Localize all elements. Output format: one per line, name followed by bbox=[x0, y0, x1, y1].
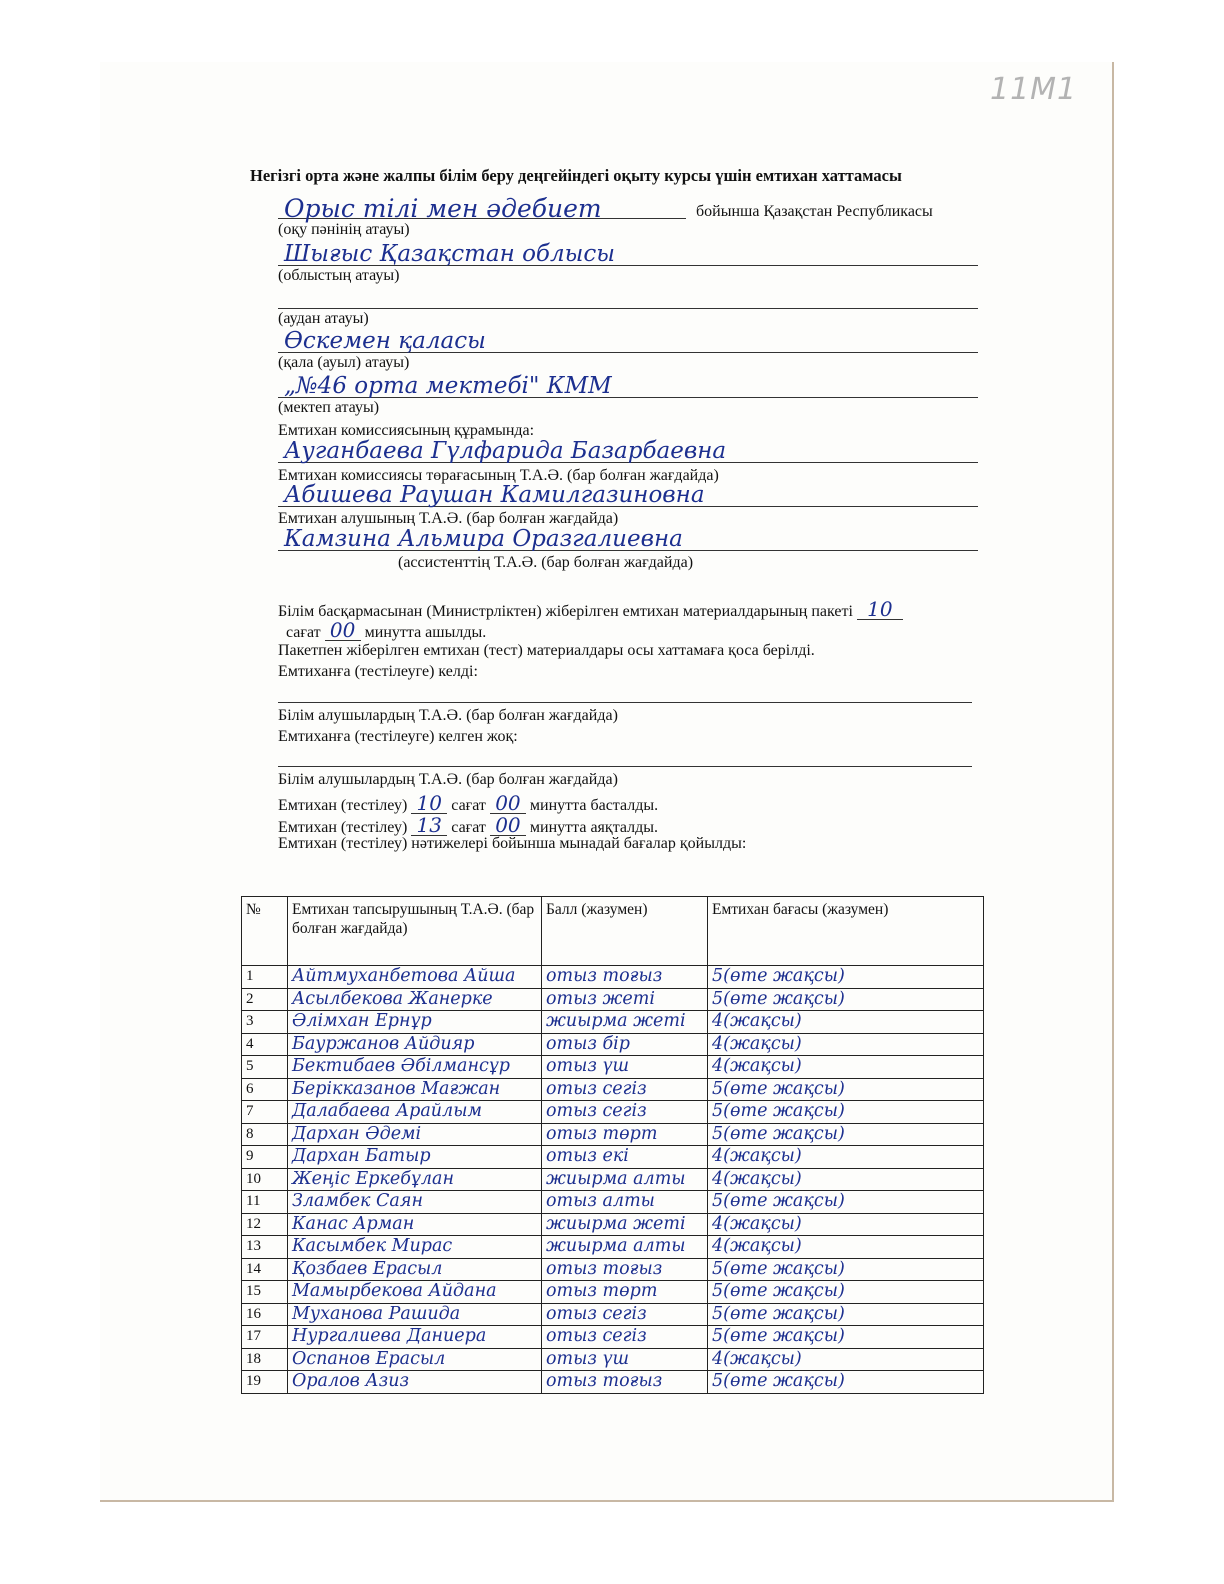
score-words: отыз сегіз bbox=[542, 1101, 708, 1124]
exam-start-line bbox=[278, 793, 658, 814]
score-words: отыз жеті bbox=[542, 988, 708, 1011]
subject-value: Орыс тілі мен әдебиет bbox=[284, 194, 602, 223]
table-row bbox=[242, 1213, 984, 1236]
grade-words: 5(өте жақсы) bbox=[708, 1303, 984, 1326]
row-number: 9 bbox=[242, 1146, 288, 1169]
school-label: (мектеп атауы) bbox=[278, 399, 380, 416]
assistant-label: (ассистенттің Т.А.Ә. (бар болған жағдайда) bbox=[398, 554, 694, 571]
student-name: Нургалиева Даниера bbox=[288, 1326, 542, 1349]
examiner-label: Емтихан алушының Т.А.Ә. (бар болған жағдайда) bbox=[278, 510, 619, 527]
grade-words: 5(өте жақсы) bbox=[708, 1258, 984, 1281]
row-number: 17 bbox=[242, 1326, 288, 1349]
header-number: № bbox=[242, 897, 288, 966]
score-words: отыз алты bbox=[542, 1191, 708, 1214]
region-value: Шығыс Қазақстан облысы bbox=[284, 241, 615, 267]
exam-end-prefix: Емтихан (тестілеу) bbox=[278, 819, 408, 836]
score-words: отыз үш bbox=[542, 1056, 708, 1079]
row-number: 3 bbox=[242, 1011, 288, 1034]
commission-heading: Емтихан комиссиясының құрамында: bbox=[278, 422, 535, 439]
grades-table-body bbox=[242, 966, 984, 1394]
exam-start-minute: 00 bbox=[490, 793, 526, 814]
exam-end-hour: 13 bbox=[411, 815, 447, 836]
student-name: Берікказанов Мағжан bbox=[288, 1078, 542, 1101]
document-title: Негізгі орта және жалпы білім беру деңгейіндегі оқыту курсы үшін емтихан хаттамасы bbox=[250, 166, 902, 185]
table-row bbox=[242, 988, 984, 1011]
table-row bbox=[242, 1011, 984, 1034]
student-name: Касымбек Мирас bbox=[288, 1236, 542, 1259]
row-number: 14 bbox=[242, 1258, 288, 1281]
student-name: Жеңіс Еркебұлан bbox=[288, 1168, 542, 1191]
grade-words: 5(өте жақсы) bbox=[708, 966, 984, 989]
package-hour-label: сағат bbox=[286, 624, 321, 641]
examiner-value: Абишева Раушан Камилгазиновна bbox=[284, 482, 705, 508]
exam-end-minute: 00 bbox=[490, 815, 526, 836]
subject-label: (оқу пәнінің атауы) bbox=[278, 221, 410, 238]
chair-value: Ауганбаева Гүлфарида Базарбаевна bbox=[284, 438, 727, 464]
row-number: 6 bbox=[242, 1078, 288, 1101]
grade-words: 5(өте жақсы) bbox=[708, 1078, 984, 1101]
score-words: отыз сегіз bbox=[542, 1326, 708, 1349]
table-row bbox=[242, 1056, 984, 1079]
table-row bbox=[242, 1033, 984, 1056]
students-label-1: Білім алушылардың Т.А.Ә. (бар болған жағдайда) bbox=[278, 707, 618, 724]
score-words: отыз тоғыз bbox=[542, 1371, 708, 1394]
student-name: Дархан Әдемі bbox=[288, 1123, 542, 1146]
grade-words: 5(өте жақсы) bbox=[708, 1191, 984, 1214]
score-words: отыз сегіз bbox=[542, 1078, 708, 1101]
score-words: отыз тоғыз bbox=[542, 966, 708, 989]
student-name: Бауржанов Айдияр bbox=[288, 1033, 542, 1056]
row-number: 2 bbox=[242, 988, 288, 1011]
grade-words: 4(жақсы) bbox=[708, 1168, 984, 1191]
results-text: Емтихан (тестілеу) нәтижелері бойынша мынадай бағалар қойылды: bbox=[278, 835, 747, 852]
header-score: Балл (жазумен) bbox=[542, 897, 708, 966]
absent-line bbox=[278, 766, 972, 767]
grade-words: 5(өте жақсы) bbox=[708, 1101, 984, 1124]
score-words: отыз тоғыз bbox=[542, 1258, 708, 1281]
row-number: 1 bbox=[242, 966, 288, 989]
district-label: (аудан атауы) bbox=[278, 310, 369, 327]
score-words: отыз сегіз bbox=[542, 1303, 708, 1326]
attended-text: Емтиханға (тестілеуге) келді: bbox=[278, 663, 478, 680]
grades-table-header bbox=[242, 897, 984, 966]
grade-words: 5(өте жақсы) bbox=[708, 1123, 984, 1146]
package-minute: 00 bbox=[325, 620, 361, 641]
grade-words: 4(жақсы) bbox=[708, 1146, 984, 1169]
subject-suffix: бойынша Қазақстан Республикасы bbox=[696, 203, 933, 220]
exam-end-suffix: минутта аяқталды. bbox=[529, 819, 658, 836]
district-line bbox=[278, 308, 978, 309]
chair-label: Емтихан комиссиясы төрағасының Т.А.Ә. (бар болған жағдайда) bbox=[278, 467, 719, 484]
row-number: 10 bbox=[242, 1168, 288, 1191]
package-opened-text: минутта ашылды. bbox=[364, 624, 487, 641]
table-row bbox=[242, 1258, 984, 1281]
table-row bbox=[242, 1371, 984, 1394]
region-label: (облыстың атауы) bbox=[278, 267, 400, 284]
city-value: Өскемен қаласы bbox=[284, 328, 486, 354]
table-row bbox=[242, 1281, 984, 1304]
grade-words: 5(өте жақсы) bbox=[708, 1371, 984, 1394]
package-line bbox=[278, 599, 903, 620]
student-name: Оспанов Ерасыл bbox=[288, 1348, 542, 1371]
exam-start-suffix: минутта басталды. bbox=[529, 797, 659, 814]
score-words: отыз бір bbox=[542, 1033, 708, 1056]
score-words: жиырма алты bbox=[542, 1236, 708, 1259]
exam-start-mid: сағат bbox=[451, 797, 486, 814]
exam-start-hour: 10 bbox=[411, 793, 447, 814]
student-name: Зламбек Саян bbox=[288, 1191, 542, 1214]
student-name: Муханова Рашида bbox=[288, 1303, 542, 1326]
table-row bbox=[242, 1303, 984, 1326]
score-words: жиырма жеті bbox=[542, 1011, 708, 1034]
row-number: 5 bbox=[242, 1056, 288, 1079]
student-name: Асылбекова Жанерке bbox=[288, 988, 542, 1011]
student-name: Оралов Азиз bbox=[288, 1371, 542, 1394]
package-text: Білім басқармасынан (Министрліктен) жіберілген емтихан материалдарының пакеті bbox=[278, 603, 853, 620]
grades-table bbox=[241, 896, 984, 1394]
assistant-value: Камзина Альмира Оразгалиевна bbox=[284, 526, 683, 552]
row-number: 15 bbox=[242, 1281, 288, 1304]
package-time-line bbox=[286, 620, 486, 641]
table-row bbox=[242, 1146, 984, 1169]
student-name: Дархан Батыр bbox=[288, 1146, 542, 1169]
row-number: 8 bbox=[242, 1123, 288, 1146]
page-mark: 11M1 bbox=[990, 72, 1078, 107]
table-row bbox=[242, 1348, 984, 1371]
grade-words: 5(өте жақсы) bbox=[708, 1281, 984, 1304]
grade-words: 5(өте жақсы) bbox=[708, 1326, 984, 1349]
score-words: отыз төрт bbox=[542, 1281, 708, 1304]
score-words: отыз үш bbox=[542, 1348, 708, 1371]
table-row bbox=[242, 1168, 984, 1191]
grade-words: 5(өте жақсы) bbox=[708, 988, 984, 1011]
exam-end-line bbox=[278, 815, 658, 836]
student-name: Айтмуханбетова Айша bbox=[288, 966, 542, 989]
student-name: Далабаева Арайлым bbox=[288, 1101, 542, 1124]
score-words: жиырма алты bbox=[542, 1168, 708, 1191]
header-name: Емтихан тапсырушының Т.А.Ә. (бар болған жағдайда) bbox=[288, 897, 542, 966]
student-name: Бектибаев Әбілмансұр bbox=[288, 1056, 542, 1079]
score-words: жиырма жеті bbox=[542, 1213, 708, 1236]
grade-words: 4(жақсы) bbox=[708, 1236, 984, 1259]
row-number: 13 bbox=[242, 1236, 288, 1259]
table-row bbox=[242, 1101, 984, 1124]
student-name: Канас Арман bbox=[288, 1213, 542, 1236]
row-number: 19 bbox=[242, 1371, 288, 1394]
student-name: Қозбаев Ерасыл bbox=[288, 1258, 542, 1281]
table-row bbox=[242, 1326, 984, 1349]
table-row bbox=[242, 966, 984, 989]
exam-start-prefix: Емтихан (тестілеу) bbox=[278, 797, 408, 814]
package-hour: 10 bbox=[857, 599, 903, 620]
row-number: 7 bbox=[242, 1101, 288, 1124]
score-words: отыз төрт bbox=[542, 1123, 708, 1146]
grade-words: 4(жақсы) bbox=[708, 1056, 984, 1079]
row-number: 18 bbox=[242, 1348, 288, 1371]
attached-text: Пакетпен жіберілген емтихан (тест) материалдары осы хаттамаға қоса берілді. bbox=[278, 642, 815, 659]
score-words: отыз екі bbox=[542, 1146, 708, 1169]
school-value: „№46 орта мектебі" КММ bbox=[284, 373, 612, 399]
header-grade: Емтихан бағасы (жазумен) bbox=[708, 897, 984, 966]
attended-line bbox=[278, 702, 972, 703]
student-name: Мамырбекова Айдана bbox=[288, 1281, 542, 1304]
row-number: 11 bbox=[242, 1191, 288, 1214]
table-row bbox=[242, 1078, 984, 1101]
grade-words: 4(жақсы) bbox=[708, 1011, 984, 1034]
city-label: (қала (ауыл) атауы) bbox=[278, 354, 410, 371]
students-label-2: Білім алушылардың Т.А.Ә. (бар болған жағдайда) bbox=[278, 771, 618, 788]
grade-words: 4(жақсы) bbox=[708, 1348, 984, 1371]
table-row bbox=[242, 1236, 984, 1259]
table-row bbox=[242, 1123, 984, 1146]
row-number: 4 bbox=[242, 1033, 288, 1056]
grade-words: 4(жақсы) bbox=[708, 1213, 984, 1236]
exam-end-mid: сағат bbox=[451, 819, 486, 836]
table-row bbox=[242, 1191, 984, 1214]
row-number: 16 bbox=[242, 1303, 288, 1326]
grade-words: 4(жақсы) bbox=[708, 1033, 984, 1056]
student-name: Әлімхан Ернұр bbox=[288, 1011, 542, 1034]
absent-text: Емтиханға (тестілеуге) келген жоқ: bbox=[278, 728, 518, 745]
row-number: 12 bbox=[242, 1213, 288, 1236]
